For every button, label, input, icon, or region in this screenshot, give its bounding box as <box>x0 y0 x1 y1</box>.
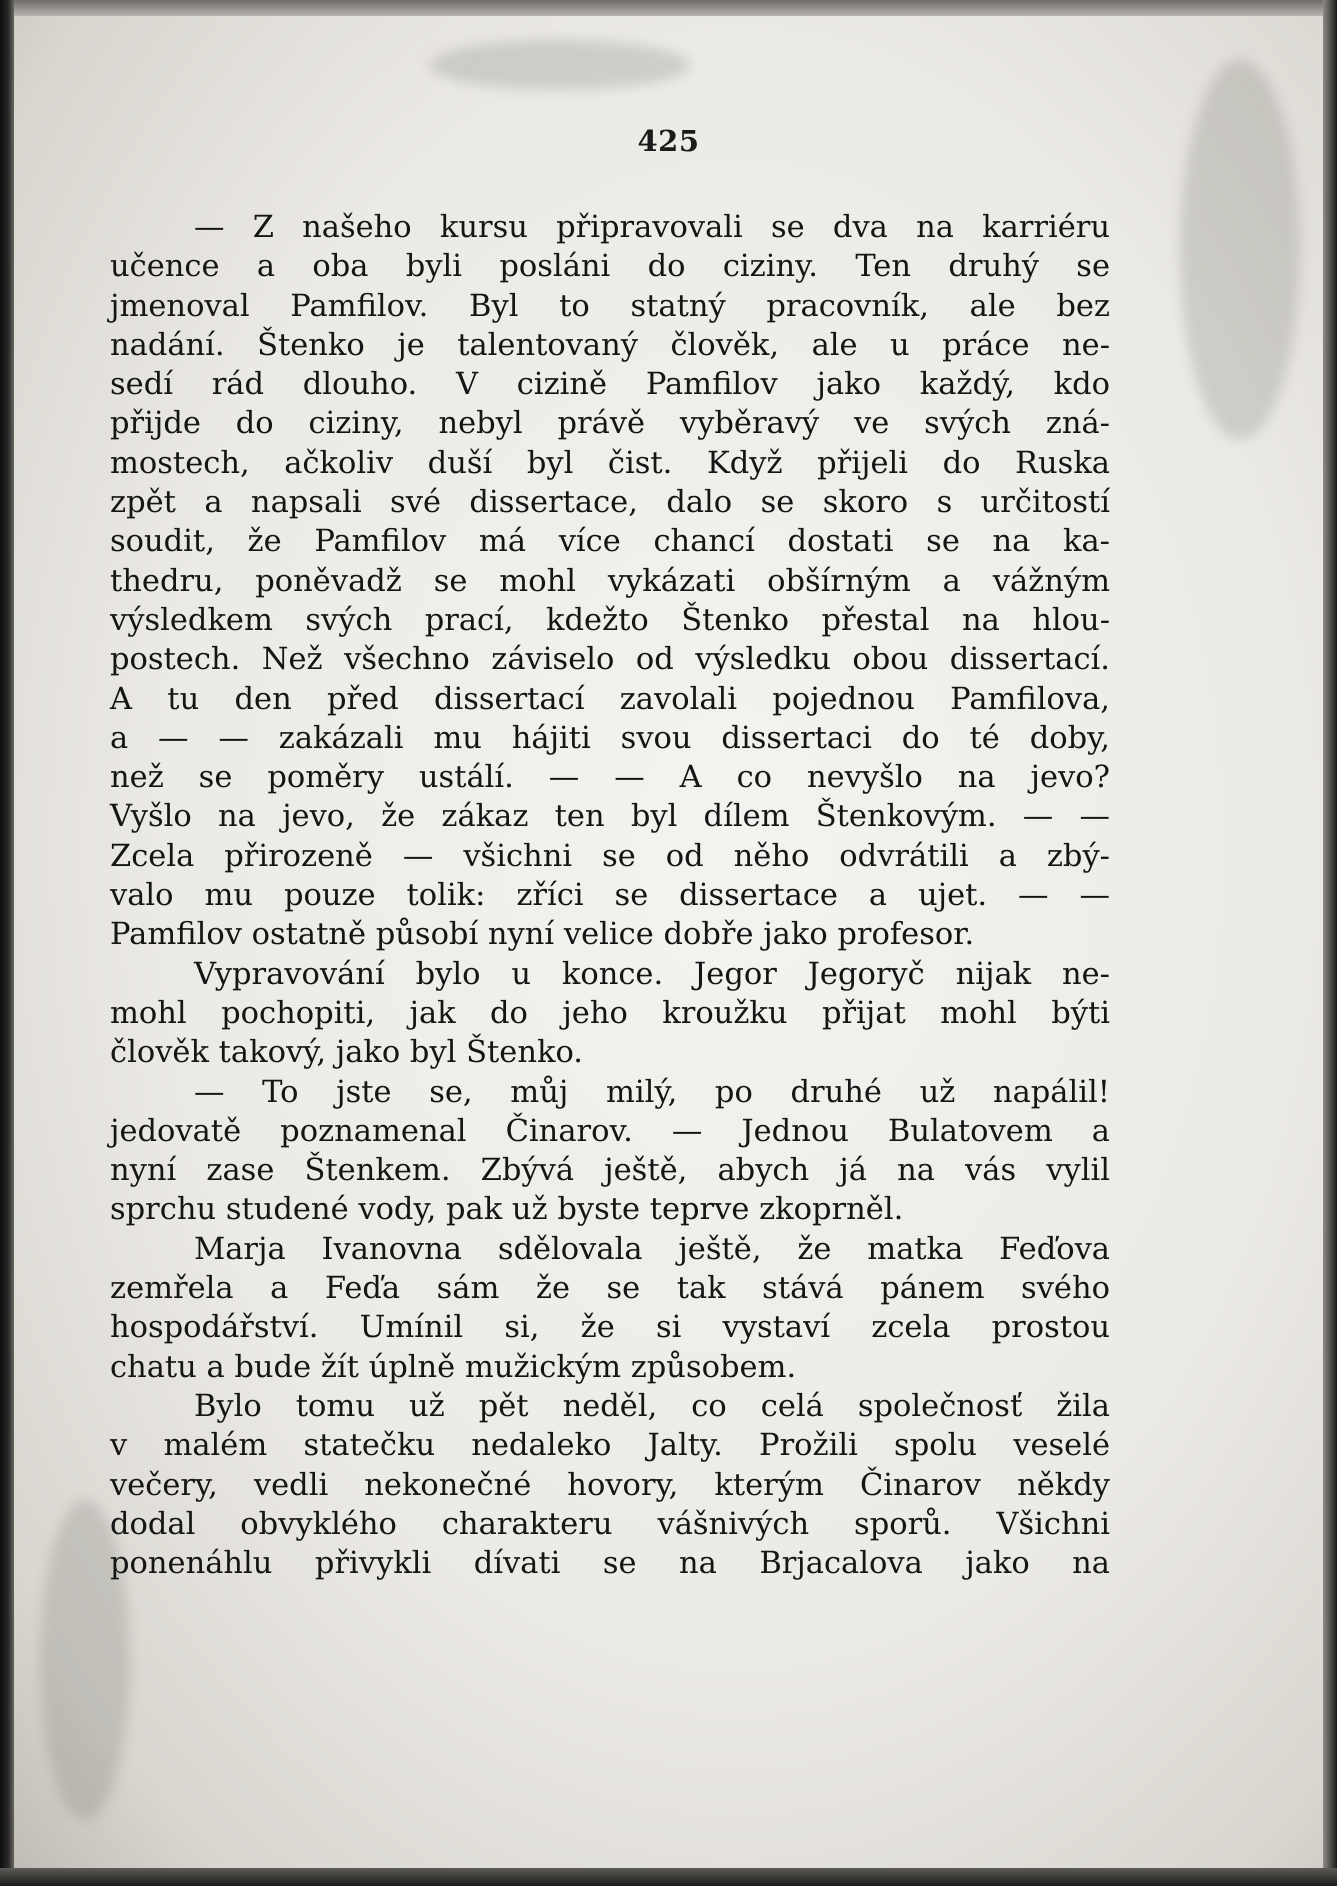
text-line: valo mu pouze tolik: zříci se dissertace a ujet. — — <box>110 878 1110 914</box>
text-line: thedru, poněvadž se mohl vykázati obšírným a vážným <box>110 563 1110 599</box>
text-line: jedovatě poznamenal Činarov. — Jednou Bulatovem a <box>110 1113 1110 1149</box>
text-line: mostech, ačkoliv duší byl čist. Když přijeli do Ruska <box>110 445 1110 481</box>
text-line: A tu den před dissertací zavolali pojednou Pamfilova, <box>110 681 1110 717</box>
text-line: zpět a napsali své dissertace, dalo se skoro s určitostí <box>110 485 1110 521</box>
text-line: jmenoval Pamfilov. Byl to statný pracovník, ale bez <box>110 288 1110 324</box>
page-right-edge <box>1323 0 1337 1886</box>
text-line: — To jste se, můj milý, po druhé už napálil! <box>194 1074 1110 1110</box>
text-line: soudit, že Pamfilov má více chancí dostati se na ka- <box>110 524 1110 560</box>
text-line: nyní zase Štenkem. Zbývá ještě, abych já na vás vylil <box>110 1153 1110 1189</box>
text-line: sedí rád dlouho. V cizině Pamfilov jako každý, kdo <box>110 367 1110 403</box>
text-line: postech. Než všechno záviselo od výsledku obou dissertací. <box>110 642 1110 678</box>
text-line: přijde do ciziny, nebyl právě vyběravý ve svých zná- <box>110 406 1110 442</box>
text-line: nadání. Štenko je talentovaný člověk, ale u práce ne- <box>110 327 1110 363</box>
text-line: — Z našeho kursu připravovali se dva na karriéru <box>194 210 1110 245</box>
text-line: ponenáhlu přivykli dívati se na Brjacalova jako na <box>110 1546 1110 1582</box>
text-line: a — — zakázali mu hájiti svou dissertaci do té doby, <box>110 720 1110 756</box>
body-text <box>110 208 1110 1583</box>
text-line: Pamfilov ostatně působí nyní velice dobře jako profesor. <box>110 917 975 953</box>
text-line: Zcela přirozeně — všichni se od něho odvrátili a zbý- <box>110 838 1110 874</box>
text-line: Vyšlo na jevo, že zákaz ten byl dílem Štenkovým. — — <box>110 799 1110 835</box>
text-line: učence a oba byli posláni do ciziny. Ten druhý se <box>110 249 1110 285</box>
text-line: v malém statečku nedaleko Jalty. Prožili spolu veselé <box>110 1428 1110 1464</box>
text-line: zemřela a Feďa sám že se tak stává pánem svého <box>110 1271 1110 1307</box>
text-line: Marja Ivanovna sdělovala ještě, že matka Feďova <box>194 1231 1110 1267</box>
text-line: chatu a bude žít úplně mužickým způsobem. <box>110 1349 797 1385</box>
page-number: 425 <box>637 124 700 158</box>
text-line: člověk takový, jako byl Štenko. <box>110 1035 583 1071</box>
text-line: sprchu studené vody, pak už byste teprve zkoprněl. <box>110 1192 904 1228</box>
text-line: Vypravování bylo u konce. Jegor Jegoryč nijak ne- <box>194 956 1110 992</box>
text-line: než se poměry ustálí. — — A co nevyšlo na jevo? <box>110 760 1110 796</box>
text-line: Bylo tomu už pět neděl, co celá společnosť žila <box>194 1388 1110 1424</box>
page-top-shadow <box>0 0 1337 16</box>
paper-stain <box>1180 60 1300 440</box>
page-bottom-shadow <box>0 1868 1337 1886</box>
book-spine-shadow <box>0 0 14 1886</box>
text-line: mohl pochopiti, jak do jeho kroužku přijat mohl býti <box>110 995 1110 1031</box>
text-line: dodal obvyklého charakteru vášnivých sporů. Všichni <box>110 1506 1110 1542</box>
paper-stain <box>430 40 690 90</box>
text-line: večery, vedli nekonečné hovory, kterým Činarov někdy <box>110 1467 1110 1503</box>
text-line: výsledkem svých prací, kdežto Štenko přestal na hlou- <box>110 602 1110 638</box>
text-line: hospodářství. Umínil si, že si vystaví zcela prostou <box>110 1310 1110 1346</box>
